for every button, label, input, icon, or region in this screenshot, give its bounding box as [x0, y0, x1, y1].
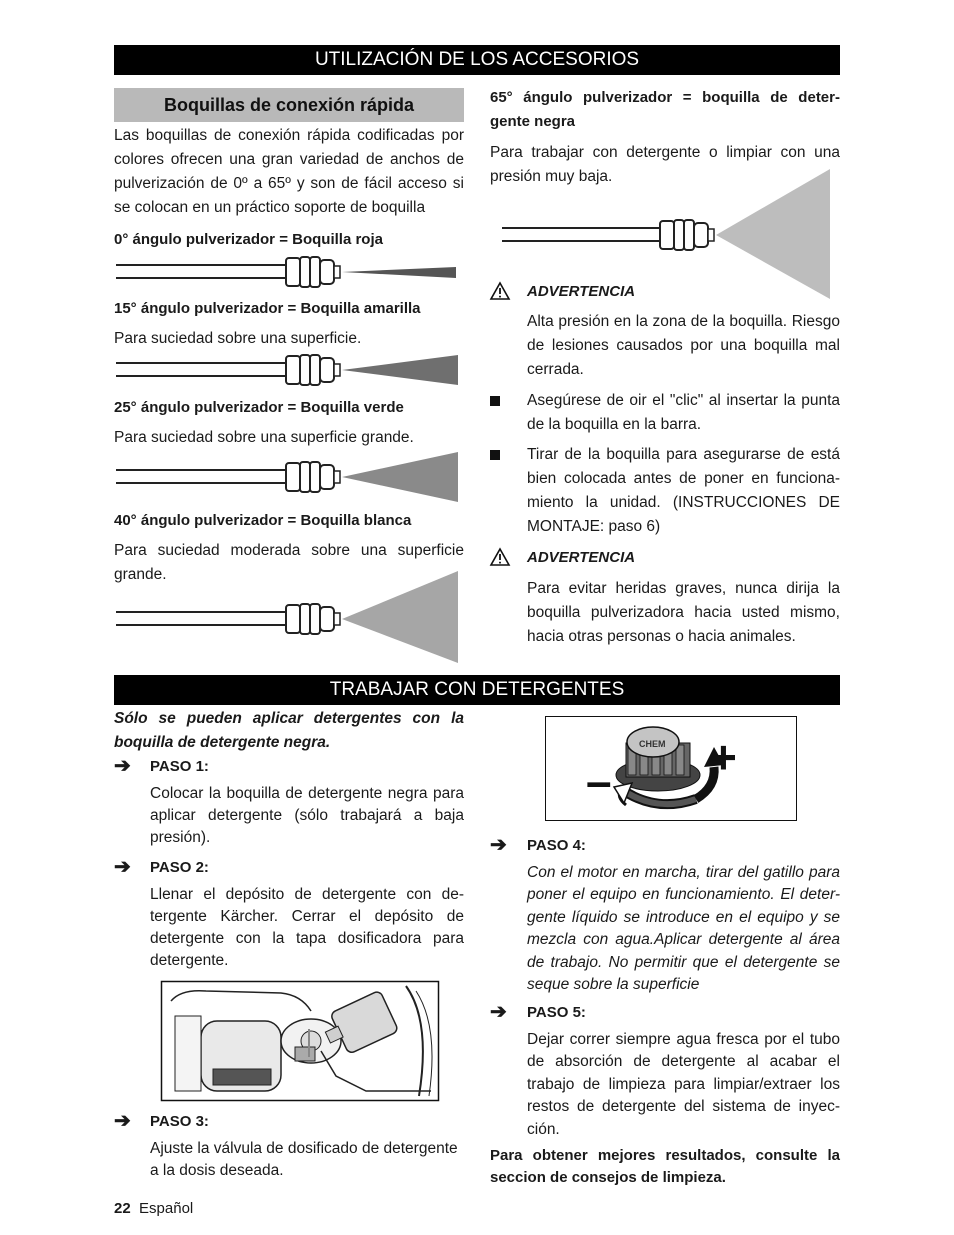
step-3-text: Ajuste la válvula de dosificado de detergente a la dosis deseada.: [150, 1140, 458, 1179]
nozzle-body-icon: [660, 220, 714, 250]
nozzle-25-label: 25° ángulo pulverizador = Boquilla verde: [114, 399, 404, 416]
spray-40-icon: [342, 571, 458, 663]
spray-65-icon: [716, 169, 830, 299]
detergent-tank-illustration: [161, 981, 439, 1101]
page-footer: [114, 1197, 193, 1221]
spray-25-icon: [342, 452, 458, 502]
warning-2-title: ADVERTENCIA: [527, 549, 636, 566]
section-title: TRABAJAR CON DETERGENTES: [329, 679, 625, 700]
spray-15-icon: [342, 355, 458, 385]
warning-triangle-icon: [490, 282, 510, 300]
arrow-right-icon: ➔: [490, 1001, 507, 1023]
arrow-right-icon: ➔: [114, 856, 131, 878]
step-4-text: Con el motor en marcha, tirar del gatillo para poner el equipo en funcionamiento. El deter- gente líquido se introduce en el equipo y se mezcla con agua.Aplicar detergente al área de trabajo. No permitir que el detergente se seque sobre la superficie: [527, 864, 840, 994]
nozzle-25-desc: Para suciedad sobre una superficie grande.: [114, 429, 414, 446]
dosing-knob-illustration: [545, 716, 797, 821]
warning-1-title: ADVERTENCIA: [527, 283, 636, 300]
step-2-text: Llenar el depósito de detergente con de- tergente Kärcher. Cerrar el depósito de detergente con la tapa dosificadora para detergente.: [150, 886, 464, 969]
spray-0-icon: [342, 267, 456, 278]
nozzle-65-label-line1: 65° ángulo pulverizador = boquilla de deter-: [490, 89, 840, 106]
step-2-label: PASO 2:: [150, 859, 209, 876]
minus-icon: –: [586, 755, 612, 807]
final-note: Para obtener mejores resultados, consulte la seccion de consejos de limpieza.: [490, 1147, 840, 1186]
step-4-label: PASO 4:: [527, 837, 586, 854]
detergent-note: Sólo se pueden aplicar detergentes con la boquilla de detergente negra.: [114, 710, 464, 751]
nozzle-40-desc: Para suciedad moderada sobre una superficie grande.: [114, 542, 464, 583]
nozzle-body-icon: [286, 257, 340, 287]
arrow-right-icon: ➔: [114, 1110, 131, 1132]
step-1-label: PASO 1:: [150, 758, 209, 775]
nozzles-intro: Las boquillas de conexión rápida codificadas por colores ofrecen una gran variedad de anchos de pulverización de 0º a 65º y son de fácil acceso si se colocan en un práctico soporte de boquilla: [114, 127, 464, 216]
nozzle-25-illustration: [114, 450, 460, 504]
nozzle-40-illustration: [114, 570, 460, 664]
step-5-text: Dejar correr siempre agua fresca por el tubo de absorción de detergente al acabar el trabajo de limpieza para limpiar/extraer los restos de detergente del sistema de inyec- ción.: [527, 1031, 840, 1138]
step-1-text: Colocar la boquilla de detergente negra para aplicar detergente (sólo trabajará a baja presión).: [150, 785, 464, 846]
warning-1-bullet-2: Tirar de la boquilla para asegurarse de está bien colocada antes de poner en funciona- miento la unidad. (INSTRUCCIONES DE MONTAJE: paso 6): [527, 446, 840, 535]
nozzle-65-label-line2: gente negra: [490, 113, 576, 130]
nozzle-body-icon: [286, 604, 340, 634]
nozzle-65-desc: Para trabajar con detergente o limpiar con una presión muy baja.: [490, 144, 840, 185]
nozzle-0-illustration: [114, 254, 460, 292]
bullet-square-icon: [490, 450, 500, 460]
step-5-label: PASO 5:: [527, 1004, 586, 1021]
section-header-detergents: [114, 675, 840, 705]
nozzle-40-label: 40° ángulo pulverizador = Boquilla blanca: [114, 512, 412, 529]
arrow-right-icon: ➔: [490, 834, 507, 856]
subsection-title: Boquillas de conexión rápida: [114, 88, 464, 122]
nozzle-15-illustration: [114, 352, 460, 388]
nozzle-15-desc: Para suciedad sobre una superficie.: [114, 330, 362, 347]
section-title: UTILIZACIÓN DE LOS ACCESORIOS: [314, 49, 640, 70]
nozzle-0-label: 0° ángulo pulverizador = Boquilla roja: [114, 231, 383, 248]
nozzle-body-icon: [286, 355, 340, 385]
warning-1-bullet-1: Asegúrese de oir el "clic" al insertar la punta de la boquilla en la barra.: [527, 392, 840, 433]
section-header-accessories: [114, 45, 840, 75]
warning-triangle-icon: [490, 548, 510, 566]
dosing-knob-icon: [616, 727, 700, 791]
step-3-label: PASO 3:: [150, 1113, 209, 1130]
nozzle-15-label: 15° ángulo pulverizador = Boquilla amarilla: [114, 300, 421, 317]
nozzle-body-icon: [286, 462, 340, 492]
page-number: 22: [114, 1200, 131, 1217]
footer-language: Español: [139, 1200, 194, 1217]
bullet-square-icon: [490, 396, 500, 406]
plus-icon: +: [710, 731, 737, 783]
svg-text:CHEM: CHEM: [639, 739, 666, 749]
warning-1-text: Alta presión en la zona de la boquilla. Riesgo de lesiones causados por una boquilla mal cerrada.: [527, 313, 840, 378]
warning-2-text: Para evitar heridas graves, nunca dirija la boquilla pulverizadora hacia usted mismo, hacia otras personas o hacia animales.: [527, 580, 840, 645]
arrow-right-icon: ➔: [114, 755, 131, 777]
